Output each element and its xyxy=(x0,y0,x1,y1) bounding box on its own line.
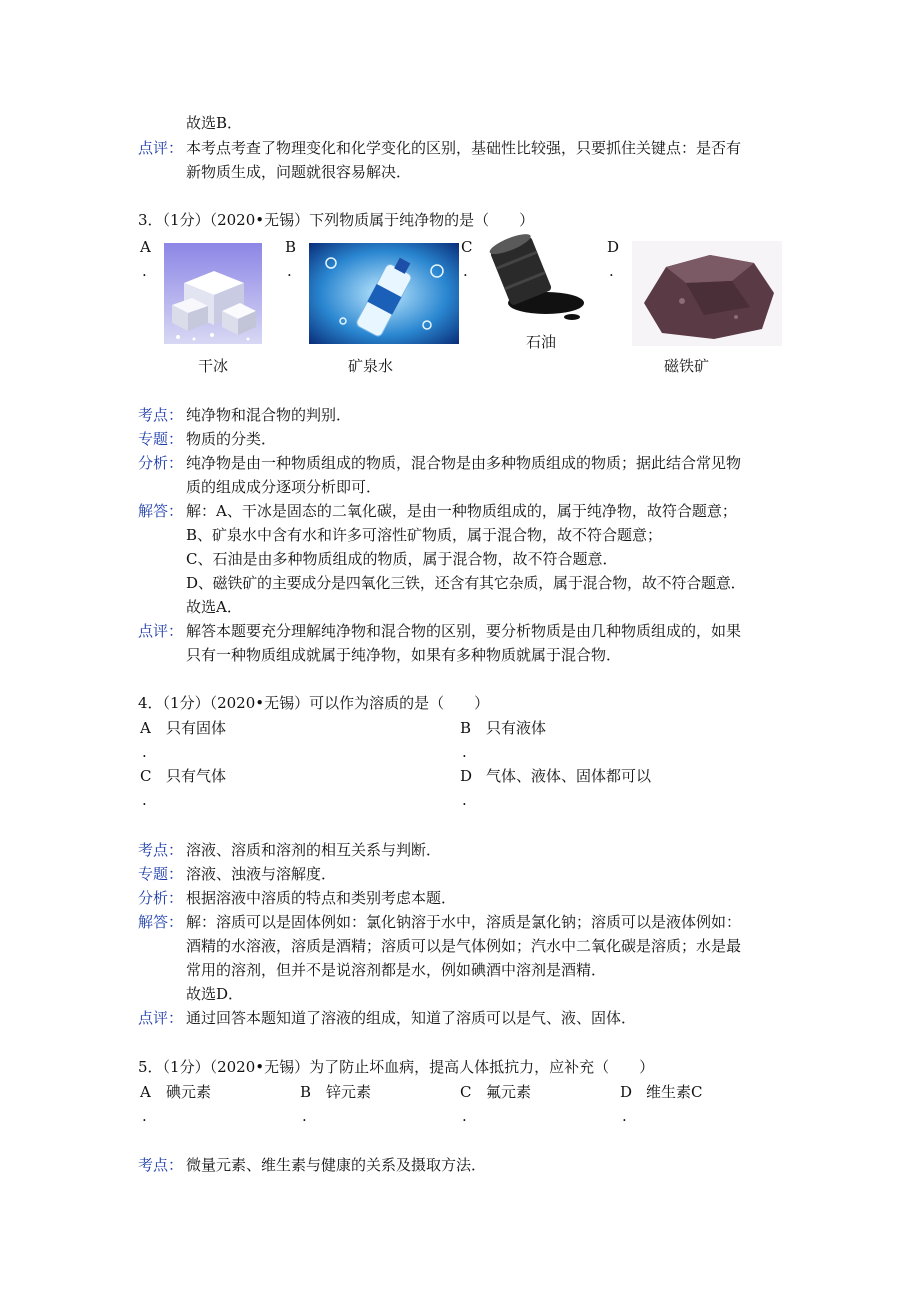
kaodian-text: 微量元素、维生素与健康的关系及摄取方法． xyxy=(186,1156,487,1174)
dianping-label: 点评： xyxy=(138,622,184,640)
comment-label: 点评： xyxy=(138,139,184,157)
option-dot: . xyxy=(462,1107,467,1125)
dry-ice-image xyxy=(164,243,262,344)
option-dot: . xyxy=(287,262,292,280)
jieda-text: 故选D． xyxy=(186,985,244,1003)
option-letter: D xyxy=(620,1083,633,1101)
option-dot: . xyxy=(302,1107,307,1125)
petroleum-image xyxy=(484,233,594,325)
option-letter: A xyxy=(140,719,151,737)
option-dot: . xyxy=(463,262,468,280)
option-caption: 干冰 xyxy=(198,357,229,375)
jieda-label: 解答： xyxy=(138,913,184,931)
option-text: 只有气体 xyxy=(166,767,227,785)
comment-text: 本考点考查了物理变化和化学变化的区别，基础性比较强，只要抓住关键点：是否有 xyxy=(186,139,742,157)
option-dot: . xyxy=(609,262,614,280)
option-text: 氟元素 xyxy=(486,1083,532,1101)
option-letter: C xyxy=(461,238,473,256)
option-dot: . xyxy=(462,791,467,809)
dianping-label: 点评： xyxy=(138,1009,184,1027)
option-caption: 磁铁矿 xyxy=(664,357,710,375)
comment-text: 新物质生成，问题就很容易解决． xyxy=(186,163,412,181)
zhuanti-label: 专题： xyxy=(138,865,184,883)
question-stem: 4．（1分）（2020•无锡）可以作为溶质的是（ ） xyxy=(138,694,490,712)
jieda-text: B、矿泉水中含有水和许多可溶性矿物质，属于混合物，故不符合题意； xyxy=(186,526,663,544)
jieda-text: 解：溶质可以是固体例如：氯化钠溶于水中，溶质是氯化钠；溶质可以是液体例如： xyxy=(186,913,742,931)
kaodian-label: 考点： xyxy=(138,1156,184,1174)
option-letter: A xyxy=(140,1083,151,1101)
jieda-label: 解答： xyxy=(138,502,184,520)
option-letter: C xyxy=(460,1083,472,1101)
option-text: 只有固体 xyxy=(166,719,227,737)
option-caption: 矿泉水 xyxy=(348,357,394,375)
dianping-text: 解答本题要充分理解纯净物和混合物的区别，要分析物质是由几种物质组成的，如果 xyxy=(186,622,742,640)
option-letter: D xyxy=(607,238,620,256)
jieda-text: 酒精的水溶液，溶质是酒精；溶质可以是气体例如；汽水中二氧化碳是溶质；水是最 xyxy=(186,937,742,955)
jieda-text: D、磁铁矿的主要成分是四氧化三铁，还含有其它杂质，属于混合物，故不符合题意． xyxy=(186,574,746,592)
option-text: 气体、液体、固体都可以 xyxy=(486,767,652,785)
option-dot: . xyxy=(142,262,147,280)
option-letter: B xyxy=(460,719,472,737)
jieda-text: 解：A、干冰是固态的二氧化碳，是由一种物质组成的，属于纯净物，故符合题意； xyxy=(186,502,737,520)
zhuanti-label: 专题： xyxy=(138,430,184,448)
option-letter: B xyxy=(285,238,297,256)
option-dot: . xyxy=(142,1107,147,1125)
option-caption: 石油 xyxy=(526,333,557,351)
dianping-text: 通过回答本题知道了溶液的组成，知道了溶质可以是气、液、固体． xyxy=(186,1009,637,1027)
question-stem: 3．（1分）（2020•无锡）下列物质属于纯净物的是（ ） xyxy=(138,211,535,229)
fenxi-label: 分析： xyxy=(138,889,184,907)
zhuanti-text: 物质的分类． xyxy=(186,430,277,448)
fenxi-label: 分析： xyxy=(138,454,184,472)
fenxi-text: 根据溶液中溶质的特点和类别考虑本题． xyxy=(186,889,457,907)
magnetite-image xyxy=(632,241,782,346)
jieda-text: 常用的溶剂，但并不是说溶剂都是水，例如碘酒中溶剂是酒精． xyxy=(186,961,607,979)
question-stem: 5．（1分）（2020•无锡）为了防止坏血病，提高人体抵抗力，应补充（ ） xyxy=(138,1058,655,1076)
fenxi-text: 质的组成成分逐项分析即可． xyxy=(186,478,382,496)
kaodian-text: 溶液、溶质和溶剂的相互关系与判断． xyxy=(186,841,442,859)
option-dot: . xyxy=(142,791,147,809)
kaodian-text: 纯净物和混合物的判别． xyxy=(186,406,352,424)
option-letter: A xyxy=(140,238,151,256)
answer-line: 故选B． xyxy=(186,114,243,132)
kaodian-label: 考点： xyxy=(138,406,184,424)
kaodian-label: 考点： xyxy=(138,841,184,859)
option-letter: D xyxy=(460,767,473,785)
option-dot: . xyxy=(622,1107,627,1125)
zhuanti-text: 溶液、浊液与溶解度． xyxy=(186,865,337,883)
option-dot: . xyxy=(462,743,467,761)
jieda-text: C、石油是由多种物质组成的物质，属于混合物，故不符合题意． xyxy=(186,550,618,568)
option-dot: . xyxy=(142,743,147,761)
option-text: 维生素C xyxy=(646,1083,703,1101)
mineral-water-image xyxy=(309,243,459,344)
fenxi-text: 纯净物是由一种物质组成的物质，混合物是由多种物质组成的物质；据此结合常见物 xyxy=(186,454,742,472)
dianping-text: 只有一种物质组成就属于纯净物，如果有多种物质就属于混合物． xyxy=(186,646,622,664)
jieda-text: 故选A． xyxy=(186,598,242,616)
option-letter: C xyxy=(140,767,152,785)
option-text: 只有液体 xyxy=(486,719,547,737)
option-text: 锌元素 xyxy=(326,1083,372,1101)
option-letter: B xyxy=(300,1083,312,1101)
option-text: 碘元素 xyxy=(166,1083,212,1101)
